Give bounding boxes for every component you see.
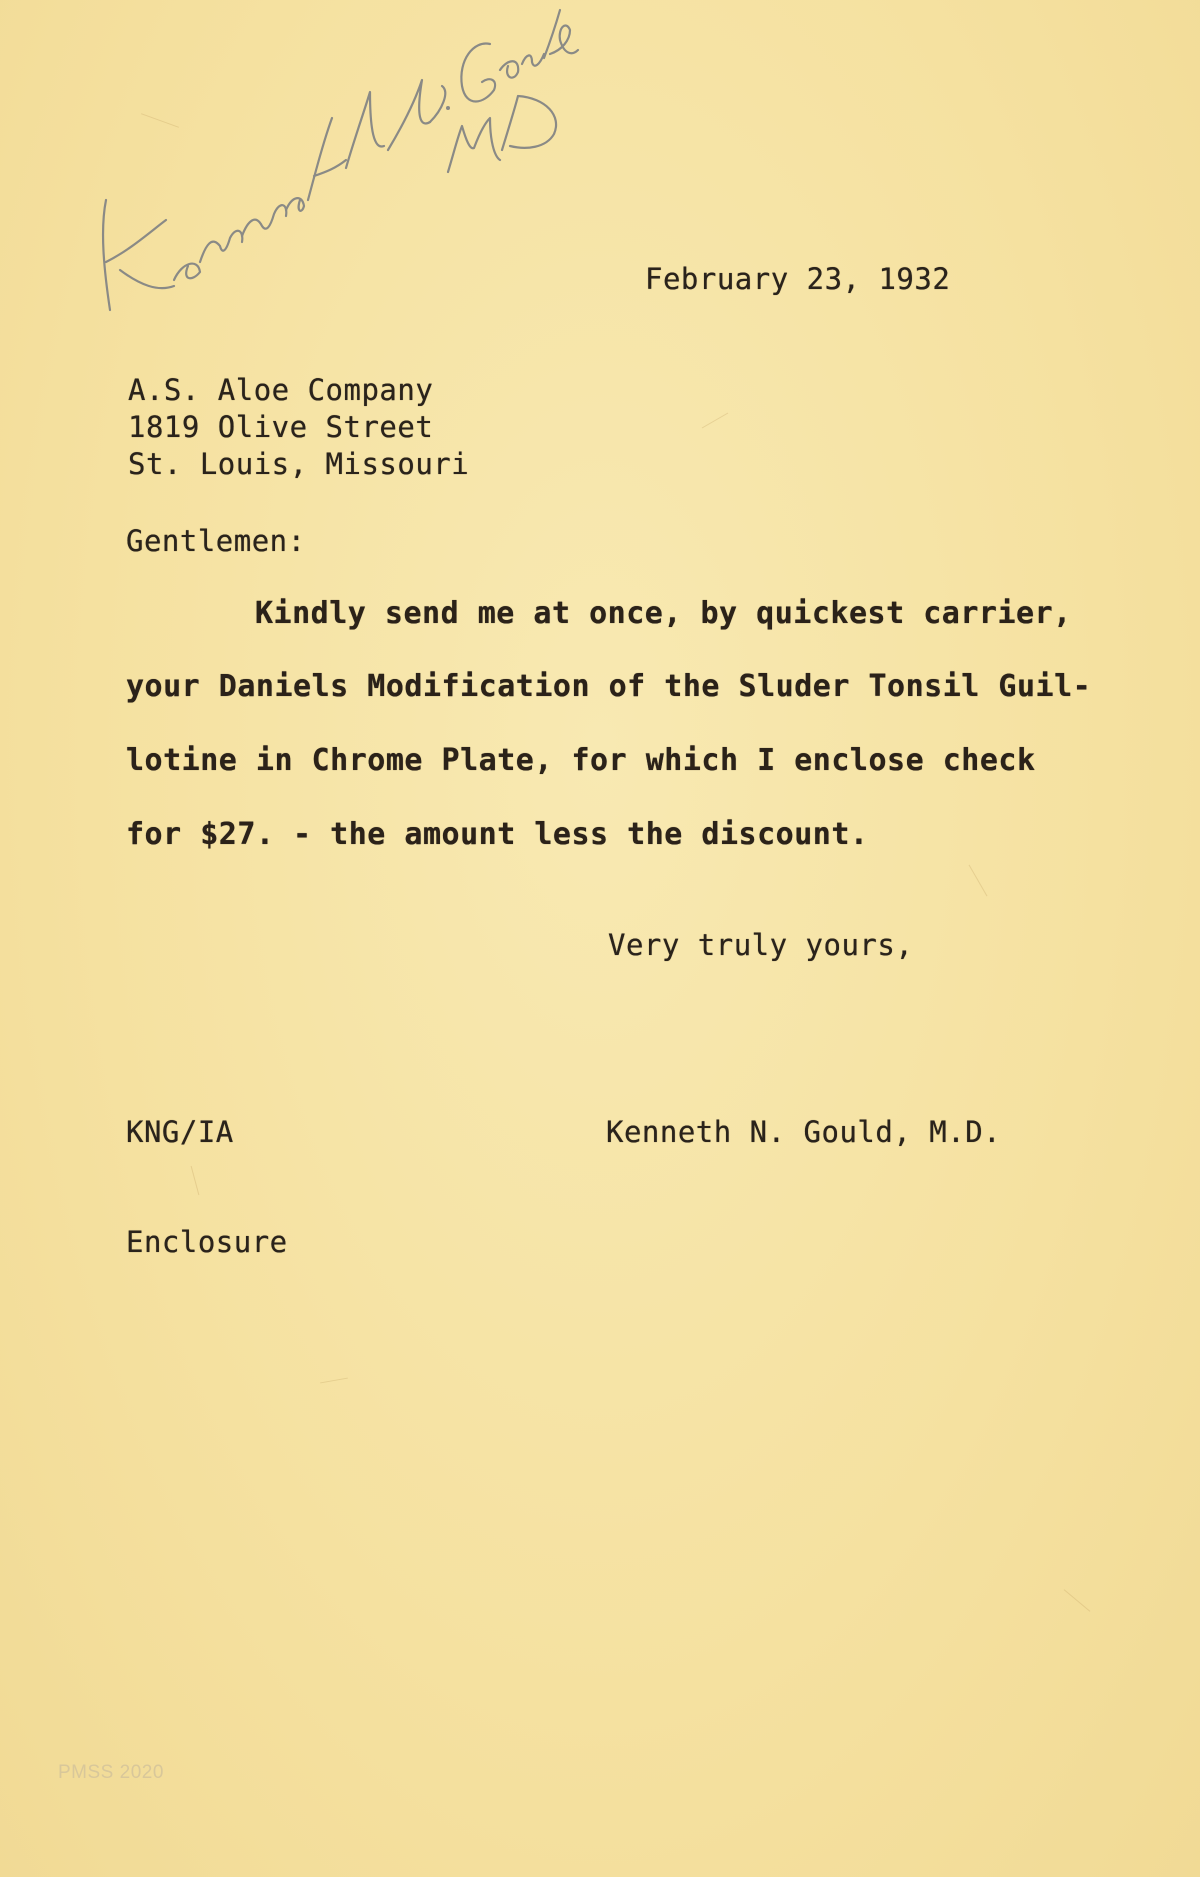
recipient-city: St. Louis, Missouri [128, 447, 470, 481]
salutation: Gentlemen: [126, 524, 306, 558]
letter-date: February 23, 1932 [645, 262, 951, 296]
enclosure-note: Enclosure [126, 1225, 288, 1259]
body-line: your Daniels Modification of the Sluder Tonsil Guil- [126, 669, 1092, 704]
archive-watermark: PMSS 2020 [58, 1762, 164, 1783]
handwritten-signature [70, 0, 590, 340]
recipient-name: A.S. Aloe Company [128, 373, 434, 407]
paper-fiber [702, 413, 728, 429]
body-line: Kindly send me at once, by quickest carrier, [255, 596, 1072, 631]
paper-fiber [191, 1166, 200, 1195]
paper-fiber [1064, 1589, 1091, 1612]
paper-fiber [320, 1378, 348, 1384]
typist-initials: KNG/IA [126, 1115, 234, 1149]
closing: Very truly yours, [608, 928, 914, 962]
body-line: lotine in Chrome Plate, for which I enclose check [126, 743, 1036, 778]
typed-signature: Kenneth N. Gould, M.D. [606, 1115, 1002, 1149]
body-line: for $27. - the amount less the discount. [126, 817, 869, 852]
recipient-street: 1819 Olive Street [128, 410, 434, 444]
paper-fiber [969, 865, 988, 897]
